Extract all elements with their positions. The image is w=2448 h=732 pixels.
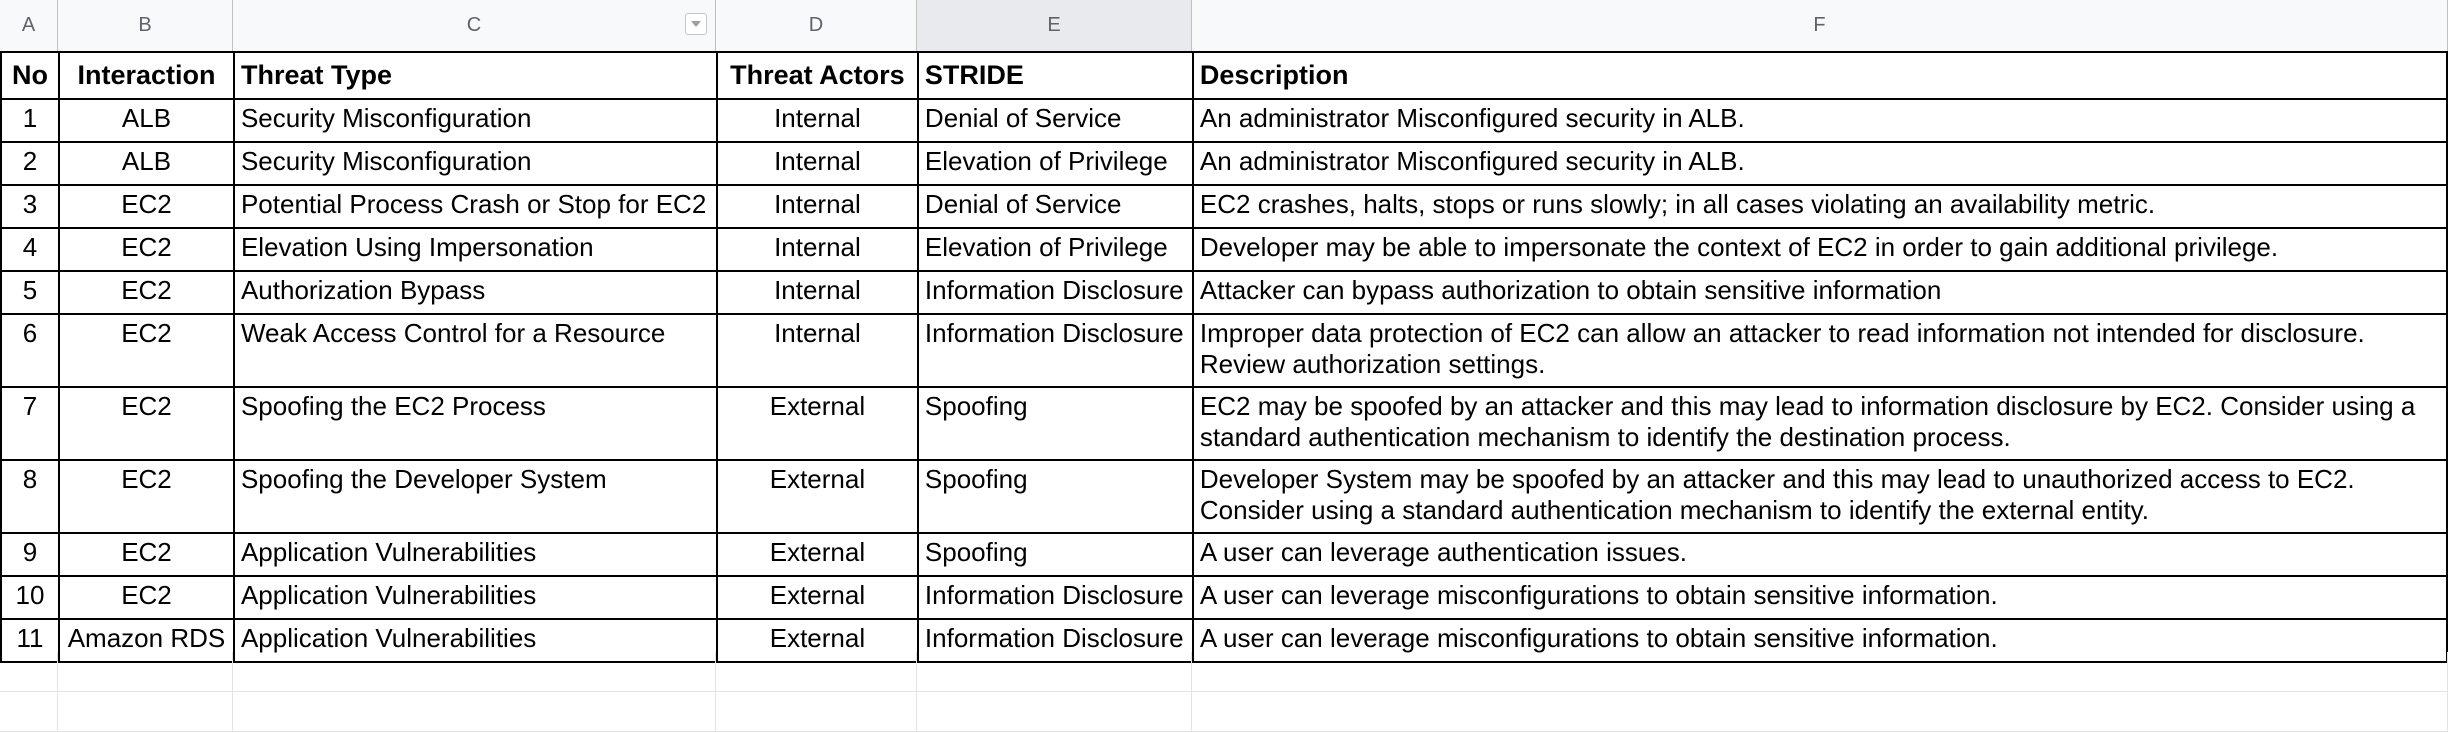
empty-row (0, 652, 2448, 692)
cell-interaction[interactable]: EC2 (59, 185, 234, 228)
cell-no[interactable]: 11 (1, 619, 59, 662)
cell-threat-actors[interactable]: External (717, 576, 918, 619)
cell-threat-actors[interactable]: External (717, 533, 918, 576)
cell-threat-type[interactable]: Weak Access Control for a Resource (234, 314, 717, 387)
cell-stride[interactable]: Spoofing (918, 460, 1193, 533)
cell-no[interactable]: 8 (1, 460, 59, 533)
cell-threat-type[interactable]: Spoofing the EC2 Process (234, 387, 717, 460)
cell-description[interactable]: Improper data protection of EC2 can allow an attacker to read information not intended for disclosure. Review authorization settings. (1193, 314, 2447, 387)
header-stride[interactable]: STRIDE (918, 52, 1193, 99)
cell-stride[interactable]: Spoofing (918, 387, 1193, 460)
table-row (1, 228, 2447, 271)
cell-threat-actors[interactable]: External (717, 619, 918, 662)
cell-threat-actors[interactable]: Internal (717, 314, 918, 387)
cell-interaction[interactable]: Amazon RDS (59, 619, 234, 662)
table-row (1, 99, 2447, 142)
cell-threat-actors[interactable]: Internal (717, 99, 918, 142)
cell-interaction[interactable]: EC2 (59, 271, 234, 314)
cell-threat-actors[interactable]: Internal (717, 142, 918, 185)
empty-cell[interactable] (917, 652, 1192, 691)
column-letter: F (1813, 14, 1826, 36)
cell-description[interactable]: A user can leverage misconfigurations to obtain sensitive information. (1193, 619, 2447, 662)
table-row (1, 314, 2447, 387)
cell-description[interactable]: EC2 crashes, halts, stops or runs slowly; in all cases violating an availability metric. (1193, 185, 2447, 228)
cell-interaction[interactable]: EC2 (59, 460, 234, 533)
cell-stride[interactable]: Elevation of Privilege (918, 228, 1193, 271)
cell-threat-type[interactable]: Spoofing the Developer System (234, 460, 717, 533)
cell-stride[interactable]: Information Disclosure (918, 576, 1193, 619)
cell-description[interactable]: A user can leverage authentication issues. (1193, 533, 2447, 576)
cell-threat-actors[interactable]: External (717, 387, 918, 460)
cell-no[interactable]: 3 (1, 185, 59, 228)
table-row (1, 185, 2447, 228)
cell-stride[interactable]: Spoofing (918, 533, 1193, 576)
cell-no[interactable]: 1 (1, 99, 59, 142)
cell-no[interactable]: 7 (1, 387, 59, 460)
table-row (1, 271, 2447, 314)
table-row (1, 460, 2447, 533)
cell-threat-type[interactable]: Elevation Using Impersonation (234, 228, 717, 271)
cell-no[interactable]: 5 (1, 271, 59, 314)
cell-description[interactable]: Developer may be able to impersonate the context of EC2 in order to gain additional privilege. (1193, 228, 2447, 271)
column-header-e[interactable] (917, 0, 1192, 51)
cell-no[interactable]: 2 (1, 142, 59, 185)
filter-dropdown-icon[interactable] (685, 13, 707, 35)
cell-description[interactable]: EC2 may be spoofed by an attacker and this may lead to information disclosure by EC2. Consider using a standard authentication mechanism to identify the destination process. (1193, 387, 2447, 460)
column-letter: E (1047, 14, 1061, 36)
cell-threat-type[interactable]: Application Vulnerabilities (234, 619, 717, 662)
column-letter: C (466, 14, 482, 36)
cell-stride[interactable]: Information Disclosure (918, 314, 1193, 387)
column-header-bar (0, 0, 2448, 52)
cell-threat-actors[interactable]: External (717, 460, 918, 533)
table-row (1, 142, 2447, 185)
empty-row (0, 692, 2448, 732)
header-interaction[interactable]: Interaction (59, 52, 234, 99)
column-letter: A (21, 14, 36, 36)
cell-no[interactable]: 6 (1, 314, 59, 387)
empty-cell[interactable] (1192, 652, 2448, 691)
table-row (1, 387, 2447, 460)
cell-interaction[interactable]: EC2 (59, 228, 234, 271)
cell-no[interactable]: 9 (1, 533, 59, 576)
cell-threat-type[interactable]: Security Misconfiguration (234, 142, 717, 185)
empty-cell[interactable] (233, 652, 716, 691)
cell-interaction[interactable]: EC2 (59, 387, 234, 460)
cell-stride[interactable]: Denial of Service (918, 185, 1193, 228)
cell-description[interactable]: An administrator Misconfigured security in ALB. (1193, 142, 2447, 185)
column-letter: B (138, 14, 152, 36)
header-description[interactable]: Description (1193, 52, 2447, 99)
header-threat-type[interactable]: Threat Type (234, 52, 717, 99)
cell-stride[interactable]: Information Disclosure (918, 271, 1193, 314)
cell-description[interactable]: An administrator Misconfigured security in ALB. (1193, 99, 2447, 142)
cell-description[interactable]: A user can leverage misconfigurations to obtain sensitive information. (1193, 576, 2447, 619)
cell-threat-type[interactable]: Potential Process Crash or Stop for EC2 (234, 185, 717, 228)
column-header-a[interactable] (0, 0, 58, 51)
cell-threat-type[interactable]: Application Vulnerabilities (234, 576, 717, 619)
cell-no[interactable]: 4 (1, 228, 59, 271)
cell-threat-actors[interactable]: Internal (717, 185, 918, 228)
empty-cell[interactable] (716, 652, 917, 691)
cell-interaction[interactable]: EC2 (59, 576, 234, 619)
cell-description[interactable]: Developer System may be spoofed by an attacker and this may lead to unauthorized access to EC2. Consider using a standard authentication mechanism to identify the external entity. (1193, 460, 2447, 533)
cell-no[interactable]: 10 (1, 576, 59, 619)
column-header-f[interactable] (1192, 0, 2448, 51)
column-header-c[interactable] (233, 0, 716, 51)
cell-interaction[interactable]: ALB (59, 142, 234, 185)
cell-stride[interactable]: Elevation of Privilege (918, 142, 1193, 185)
cell-stride[interactable]: Information Disclosure (918, 619, 1193, 662)
cell-threat-actors[interactable]: Internal (717, 228, 918, 271)
cell-interaction[interactable]: EC2 (59, 314, 234, 387)
cell-threat-actors[interactable]: Internal (717, 271, 918, 314)
cell-interaction[interactable]: EC2 (59, 533, 234, 576)
cell-threat-type[interactable]: Authorization Bypass (234, 271, 717, 314)
table-row (1, 576, 2447, 619)
empty-rows (0, 652, 2448, 712)
header-threat-actors[interactable]: Threat Actors (717, 52, 918, 99)
cell-description[interactable]: Attacker can bypass authorization to obtain sensitive information (1193, 271, 2447, 314)
column-header-b[interactable] (58, 0, 233, 51)
cell-stride[interactable]: Denial of Service (918, 99, 1193, 142)
cell-threat-type[interactable]: Security Misconfiguration (234, 99, 717, 142)
table-row (1, 533, 2447, 576)
empty-cell[interactable] (58, 652, 233, 691)
threat-table (0, 51, 2448, 663)
header-no[interactable]: No (1, 52, 59, 99)
cell-interaction[interactable]: ALB (59, 99, 234, 142)
empty-cell[interactable] (0, 652, 58, 691)
header-row (1, 52, 2447, 99)
column-header-d[interactable] (716, 0, 917, 51)
cell-threat-type[interactable]: Application Vulnerabilities (234, 533, 717, 576)
column-letter: D (808, 14, 824, 36)
